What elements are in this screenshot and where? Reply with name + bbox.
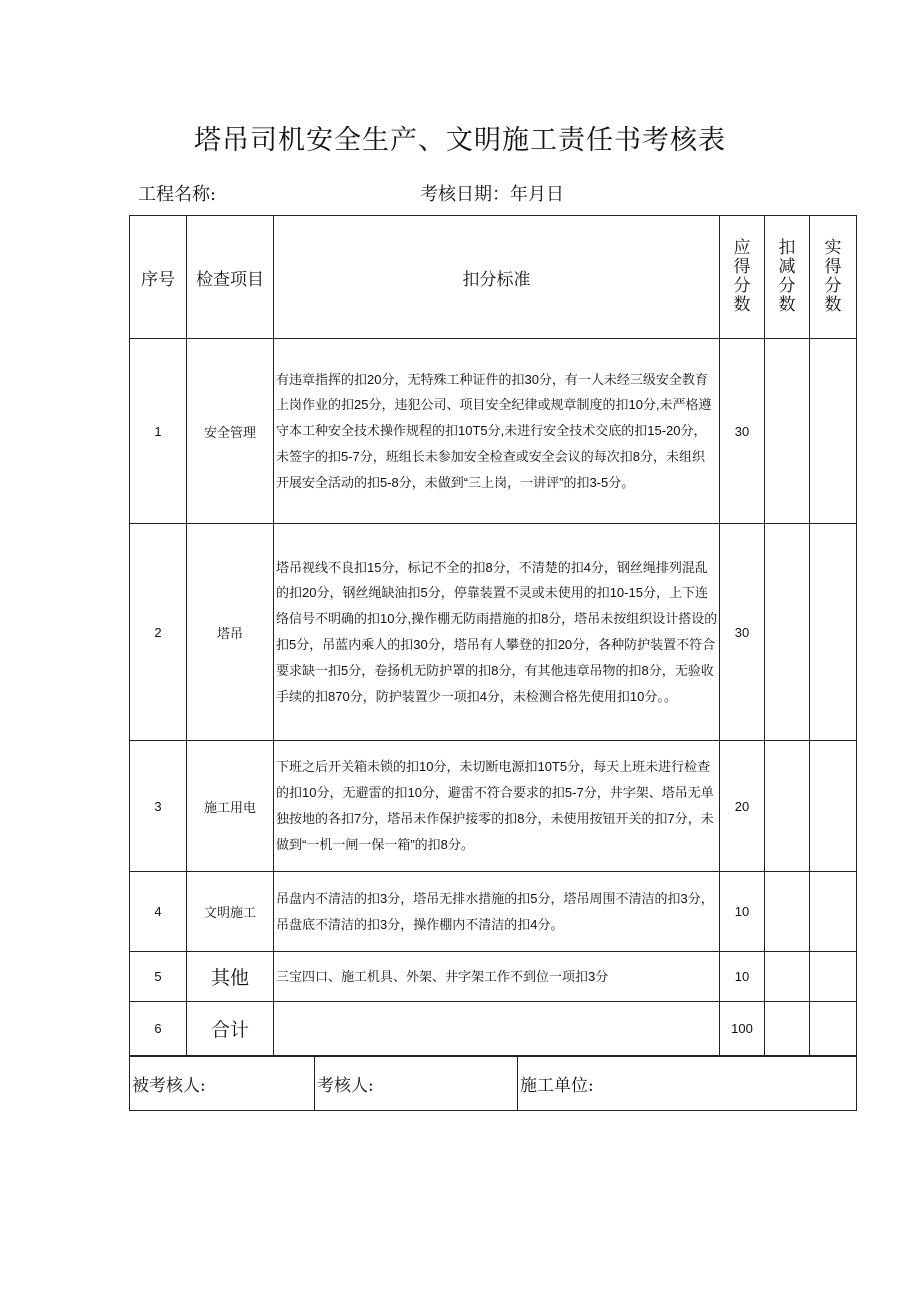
table-row <box>130 952 857 1002</box>
assessment-date-label: 考核日期：年月日 <box>420 184 564 205</box>
row-item: 其他 <box>187 952 274 1002</box>
row-should-score: 10 <box>720 952 765 1002</box>
header-row <box>130 216 857 339</box>
row-should-score: 20 <box>720 741 765 872</box>
row-seq: 5 <box>130 952 187 1002</box>
row-criteria: 吊盘内不清洁的扣3分，塔吊无排水措施的扣5分，塔吊周围不清洁的扣3分，吊盘底不清洁的扣3分，操作棚内不清洁的扣4分。 <box>274 872 720 952</box>
row-should-score: 30 <box>720 339 765 524</box>
row-deduct-cell[interactable] <box>765 524 810 741</box>
assessee-label[interactable]: 被考核人: <box>130 1057 315 1111</box>
row-actual-cell[interactable] <box>810 952 857 1002</box>
page-title: 塔吊司机安全生产、文明施工责任书考核表 <box>194 125 726 156</box>
row-item: 文明施工 <box>187 872 274 952</box>
row-actual-cell[interactable] <box>810 1002 857 1056</box>
header-should-score: 应 得 分 数 <box>720 216 765 339</box>
project-name-label: 工程名称: <box>138 184 217 205</box>
table-row <box>130 524 857 741</box>
row-deduct-cell[interactable] <box>765 872 810 952</box>
total-row <box>130 1002 857 1056</box>
row-should-score: 30 <box>720 524 765 741</box>
row-should-score: 100 <box>720 1002 765 1056</box>
row-seq: 3 <box>130 741 187 872</box>
table-row <box>130 741 857 872</box>
row-seq: 6 <box>130 1002 187 1056</box>
header-item: 检查项目 <box>187 216 274 339</box>
table-row <box>130 872 857 952</box>
header-actual-score: 实 得 分 数 <box>810 216 857 339</box>
row-criteria: 塔吊视线不良扣15分，标记不全的扣8分，不清楚的扣4分，钢丝绳排列混乱的扣20分，钢丝绳缺油扣5分，停靠装置不灵或未使用的扣10-15分，上下连络信号不明确的扣10分,操作棚无防雨措施的扣8分，塔吊未按组织设计搭设的扣5分，吊蓝内乘人的扣30分，塔吊有人攀登的扣20分，各种防护装置不符合要求缺一扣5分，卷扬机无防护罩的扣8分，有其他违章吊物的扣8分，无验收手续的扣870分，防护装置少一项扣4分，未检测合格先使用扣10分。。 <box>274 524 720 741</box>
row-criteria: 下班之后开关箱未锁的扣10分，未切断电源扣10T5分，每天上班未进行检查的扣10分，无避雷的扣10分，避雷不符合要求的扣5-7分，井字架、塔吊无单独按地的各扣7分，塔吊未作保护接零的扣8分，未使用按钮开关的扣7分，未做到“一机一闸一保一箱”的扣8分。 <box>274 741 720 872</box>
table-row <box>130 339 857 524</box>
row-criteria <box>274 1002 720 1056</box>
row-actual-cell[interactable] <box>810 872 857 952</box>
assessment-table <box>129 215 857 1056</box>
header-seq: 序号 <box>130 216 187 339</box>
row-should-score: 10 <box>720 872 765 952</box>
row-actual-cell[interactable] <box>810 339 857 524</box>
row-actual-cell[interactable] <box>810 524 857 741</box>
row-seq: 4 <box>130 872 187 952</box>
row-seq: 1 <box>130 339 187 524</box>
row-criteria: 有违章指挥的扣20分，无特殊工种证件的扣30分，有一人未经三级安全教育上岗作业的扣25分，违犯公司、项目安全纪律或规章制度的扣10分,未严格遵守本工种安全技术操作规程的扣10T5分,未进行安全技术交底的扣15-20分，未签字的扣5-7分，班组长未参加安全检查或安全会议的每次扣8分，未组织开展安全活动的扣5-8分，未做到“三上岗，一讲评”的扣3-5分。 <box>274 339 720 524</box>
row-item: 塔吊 <box>187 524 274 741</box>
row-item: 施工用电 <box>187 741 274 872</box>
row-actual-cell[interactable] <box>810 741 857 872</box>
row-deduct-cell[interactable] <box>765 741 810 872</box>
header-criteria: 扣分标准 <box>274 216 720 339</box>
row-item: 安全管理 <box>187 339 274 524</box>
row-deduct-cell[interactable] <box>765 1002 810 1056</box>
row-item: 合计 <box>187 1002 274 1056</box>
construction-unit-label[interactable]: 施工单位: <box>518 1057 857 1111</box>
header-deduct-score: 扣 减 分 数 <box>765 216 810 339</box>
assessor-label[interactable]: 考核人: <box>315 1057 518 1111</box>
row-seq: 2 <box>130 524 187 741</box>
row-deduct-cell[interactable] <box>765 339 810 524</box>
row-criteria: 三宝四口、施工机具、外架、井字架工作不到位一项扣3分 <box>274 952 720 1002</box>
row-deduct-cell[interactable] <box>765 952 810 1002</box>
signature-table <box>129 1056 857 1111</box>
